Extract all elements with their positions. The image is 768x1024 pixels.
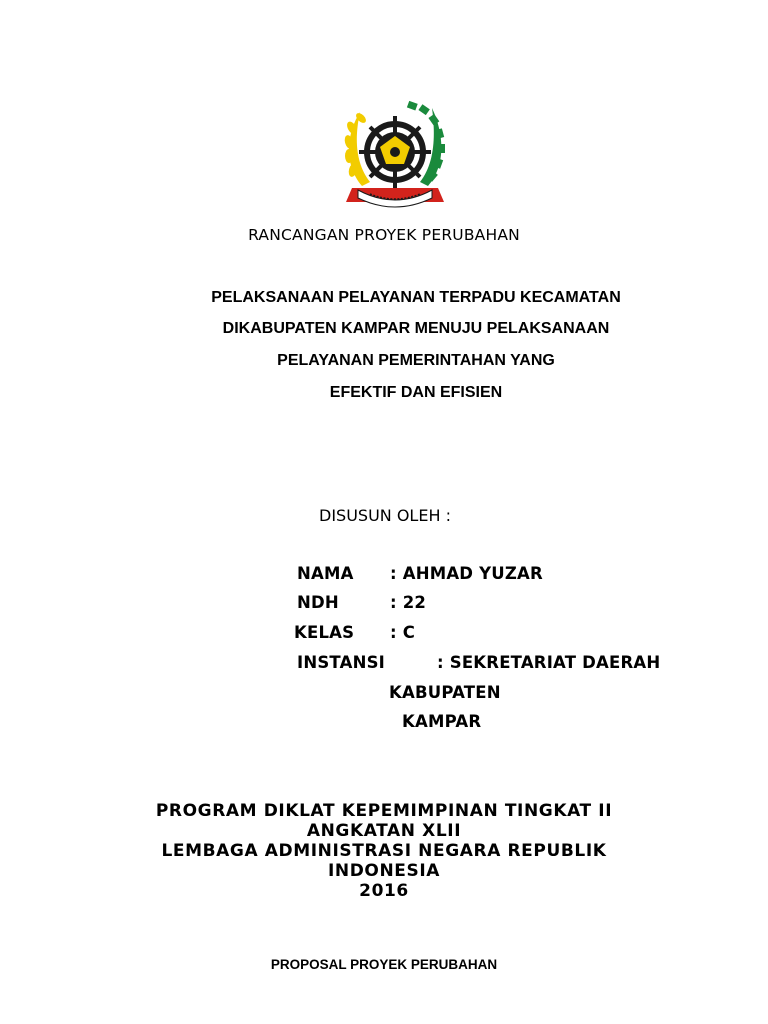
program-line-3: LEMBAGA ADMINISTRASI NEGARA REPUBLIK [161,841,607,861]
ndh-label: NDH [297,593,339,612]
program-line-1: PROGRAM DIKLAT KEPEMIMPINAN TINGKAT II [155,801,613,821]
prepared-by-label: DISUSUN OLEH : [319,506,451,525]
kelas-label: KELAS [294,623,355,642]
nama-value: : AHMAD YUZAR [390,564,543,583]
document-subtitle: RANCANGAN PROYEK PERUBAHAN [248,226,520,244]
program-year: 2016 [359,881,409,901]
ndh-value: : 22 [390,593,427,612]
nama-label: NAMA [297,564,354,583]
program-line-4: INDONESIA [327,861,441,881]
title-line-3: PELAYANAN PEMERINTAHAN YANG [277,352,555,369]
title-line-2: DIKABUPATEN KAMPAR MENUJU PELAKSANAAN [222,320,610,337]
instansi-label: INSTANSI [297,653,386,672]
regional-emblem-icon [340,98,450,216]
instansi-continuation-1: KABUPATEN [389,683,501,702]
motto-ribbon [346,188,444,207]
title-line-1: PELAKSANAAN PELAYANAN TERPADU KECAMATAN [211,289,621,306]
title-line-4: EFEKTIF DAN EFISIEN [329,384,503,401]
program-line-2: ANGKATAN XLII [306,821,462,841]
footer-label: PROPOSAL PROYEK PERUBAHAN [270,957,498,972]
instansi-value: : SEKRETARIAT DAERAH [437,653,661,672]
kelas-value: : C [390,623,416,642]
instansi-continuation-2: KAMPAR [402,712,482,731]
ship-wheel [359,116,431,188]
